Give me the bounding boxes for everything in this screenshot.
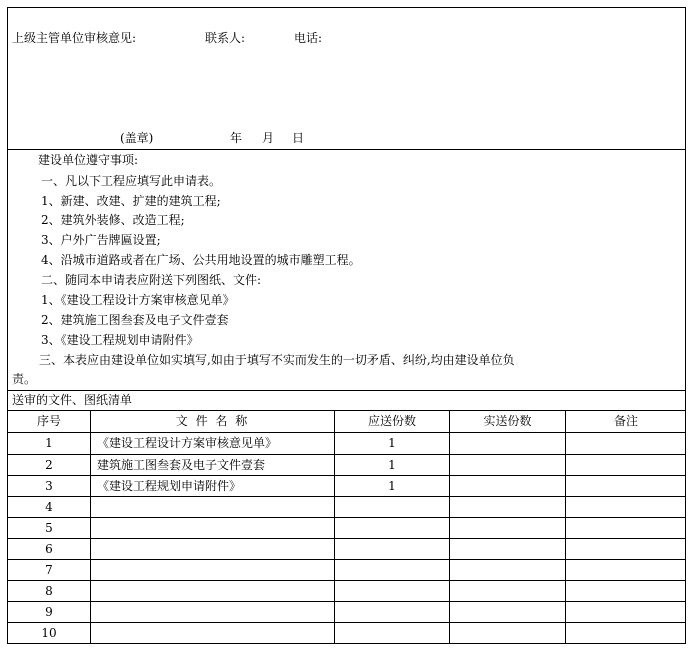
- table-line: [7, 601, 686, 602]
- header-required-copies: 应送份数: [367, 414, 416, 428]
- table-line: [7, 622, 686, 623]
- row-seq: 9: [45, 605, 53, 619]
- header-remarks: 备注: [613, 414, 638, 428]
- row-seq: 3: [45, 479, 53, 493]
- notes-line: 2、建筑外装修、改造工程;: [41, 213, 185, 227]
- table-line: [7, 517, 686, 518]
- row-seq: 8: [45, 584, 53, 598]
- table-col-line: [565, 410, 566, 644]
- table-line: [7, 454, 686, 455]
- notes-line: 一、凡以下工程应填写此申请表。: [41, 174, 222, 188]
- row-required-copies: 1: [388, 479, 396, 493]
- row-seq: 2: [45, 458, 53, 472]
- row-seq: 4: [45, 500, 53, 514]
- table-line: [7, 559, 686, 560]
- notes-line: 2、建筑施工图叁套及电子文件壹套: [41, 313, 229, 327]
- row-seq: 7: [45, 563, 53, 577]
- notes-line: 3、户外广告牌匾设置;: [41, 233, 161, 247]
- table-line: [7, 432, 686, 433]
- notes-line: 1、新建、改建、扩建的建筑工程;: [41, 194, 221, 208]
- row-seq: 5: [45, 521, 53, 535]
- header-doc-name: 文 件 名 称: [175, 414, 250, 428]
- table-line: [7, 580, 686, 581]
- doc-list-title: 送审的文件、图纸清单: [12, 393, 133, 407]
- seal-label: (盖章): [120, 131, 154, 145]
- table-line: [7, 538, 686, 539]
- phone-label: 电话:: [294, 31, 323, 45]
- row-seq: 10: [41, 626, 57, 640]
- day-label: 日: [292, 131, 305, 145]
- notes-line: 责。: [12, 372, 37, 386]
- notes-line: 二、随同本申请表应附送下列图纸、文件:: [41, 273, 262, 287]
- notes-heading: 建设单位遵守事项:: [38, 153, 139, 167]
- notes-line: 1、《建设工程设计方案审核意见单》: [41, 293, 235, 307]
- notes-line: 4、沿城市道路或者在广场、公共用地设置的城市雕塑工程。: [41, 253, 361, 267]
- table-col-line: [90, 410, 91, 644]
- table-line: [7, 475, 686, 476]
- header-seq: 序号: [36, 414, 61, 428]
- notes-line: 三、本表应由建设单位如实填写,如由于填写不实而发生的一切矛盾、纠纷,均由建设单位负: [39, 353, 515, 367]
- month-label: 月: [262, 131, 275, 145]
- header-actual-copies: 实送份数: [483, 414, 532, 428]
- table-top-line: [7, 410, 686, 411]
- row-doc-name: 建筑施工图叁套及电子文件壹套: [97, 458, 266, 472]
- row-doc-name: 《建设工程设计方案审核意见单》: [97, 436, 278, 450]
- notes-line: 3、《建设工程规划申请附件》: [41, 333, 199, 347]
- divider: [7, 390, 686, 391]
- row-required-copies: 1: [388, 436, 396, 450]
- row-doc-name: 《建设工程规划申请附件》: [97, 479, 242, 493]
- approval-label: 上级主管单位审核意见:: [12, 31, 137, 45]
- year-label: 年: [230, 131, 243, 145]
- row-seq: 6: [45, 542, 53, 556]
- table-col-line: [449, 410, 450, 644]
- row-required-copies: 1: [388, 458, 396, 472]
- table-line: [7, 496, 686, 497]
- contact-label: 联系人:: [205, 31, 246, 45]
- row-seq: 1: [45, 436, 53, 450]
- divider: [7, 149, 686, 150]
